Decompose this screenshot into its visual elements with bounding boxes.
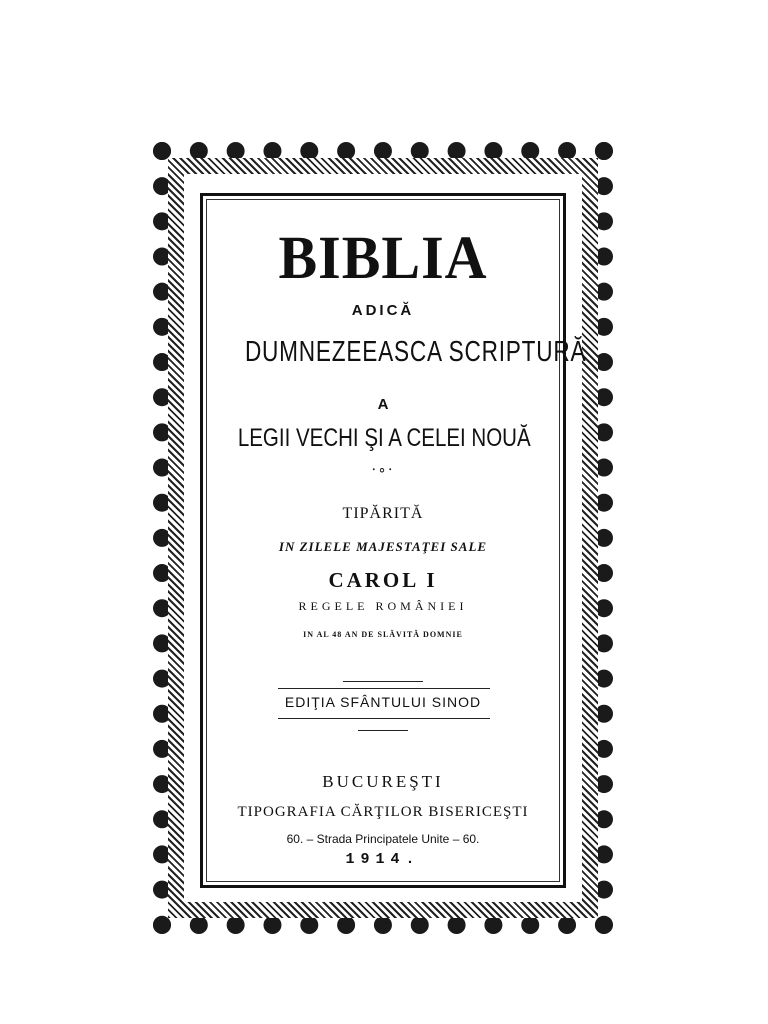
publisher-name: TIPOGRAFIA CĂRŢILOR BISERICEŞTI [237,804,529,820]
divider-short-bottom [358,730,408,731]
reign-line: IN ZILELE MAJESTAŢEI SALE [278,539,488,554]
king-name: CAROL I [328,568,438,592]
divider-long-top [278,688,490,689]
printed-label: TIPĂRITĂ [342,505,424,522]
ornament-icon: ⸱∘⸱ [371,463,395,478]
publication-year: 1914. [345,851,421,868]
divider-long-bottom [278,718,490,719]
city-name: BUCUREŞTI [322,772,444,791]
divider-short-top [343,681,423,682]
subtitle-legii: LEGII VECHI ŞI A CELEI NOUĂ [237,424,531,452]
publisher-address: 60. – Strada Principatele Unite – 60. [286,832,480,846]
subtitle-a: A [377,396,389,413]
subtitle-scriptura: DUMNEZEEASCA SCRIPTURĂ [244,336,587,368]
book-title: BIBLIA [278,223,488,292]
edition-label: EDIŢIA SFÂNTULUI SINOD [284,694,482,710]
reign-year-line: IN AL 48 AN DE SLĂVITĂ DOMNIE [303,630,463,639]
king-title: REGELE ROMÂNIEI [298,599,468,613]
subtitle-adica: ADICĂ [351,302,415,319]
